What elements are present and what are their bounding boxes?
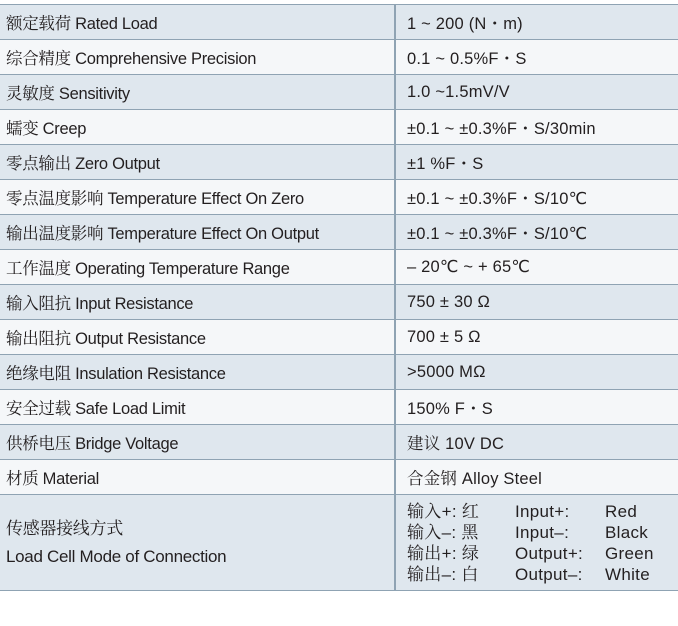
spec-label: 工作温度 Operating Temperature Range: [0, 250, 395, 285]
spec-table: [0, 4, 678, 591]
spec-label: 灵敏度 Sensitivity: [0, 75, 395, 110]
spec-value: 建议 10V DC: [395, 425, 678, 460]
spec-value: 150% F・S: [395, 390, 678, 425]
spec-value: – 20℃ ~ + 65℃: [395, 250, 678, 285]
spec-row-connection: [0, 495, 678, 591]
spec-value: 1 ~ 200 (N・m): [395, 5, 678, 40]
spec-row-material: [0, 460, 678, 495]
spec-row-comprehensive-precision: [0, 40, 678, 75]
spec-value: 700 ± 5 Ω: [395, 320, 678, 355]
connection-label: [0, 495, 395, 591]
connection-label-cn: 传感器接线方式: [6, 518, 123, 538]
spec-value: >5000 MΩ: [395, 355, 678, 390]
wire-en: Input+:: [515, 501, 570, 521]
connection-wiring: [395, 495, 678, 591]
spec-row-temp-effect-zero: [0, 180, 678, 215]
spec-label: 绝缘电阻 Insulation Resistance: [0, 355, 395, 390]
spec-row-input-resistance: [0, 285, 678, 320]
spec-label: 供桥电压 Bridge Voltage: [0, 425, 395, 460]
spec-label: 蠕变 Creep: [0, 110, 395, 145]
spec-label: 零点输出 Zero Output: [0, 145, 395, 180]
spec-row-bridge-voltage: [0, 425, 678, 460]
wire-en: Input–:: [515, 522, 570, 542]
spec-value: ±0.1 ~ ±0.3%F・S/10℃: [395, 215, 678, 250]
wire-cn: 输出–: 白: [407, 564, 479, 584]
spec-row-output-resistance: [0, 320, 678, 355]
spec-value: 1.0 ~1.5mV/V: [395, 75, 678, 110]
wire-cn: 输入+: 红: [407, 501, 480, 521]
wire-cn: 输入–: 黑: [407, 522, 479, 542]
spec-label: 材质 Material: [0, 460, 395, 495]
spec-row-temp-effect-output: [0, 215, 678, 250]
wire-color: Green: [605, 543, 654, 563]
spec-label: 综合精度 Comprehensive Precision: [0, 40, 395, 75]
spec-row-safe-load-limit: [0, 390, 678, 425]
spec-value: ±0.1 ~ ±0.3%F・S/10℃: [395, 180, 678, 215]
spec-label: 额定载荷 Rated Load: [0, 5, 395, 40]
spec-row-creep: [0, 110, 678, 145]
spec-label: 安全过载 Safe Load Limit: [0, 390, 395, 425]
connection-label-en: Load Cell Mode of Connection: [6, 546, 227, 566]
spec-label: 零点温度影响 Temperature Effect On Zero: [0, 180, 395, 215]
wire-en: Output+:: [515, 543, 584, 563]
spec-label: 输出阻抗 Output Resistance: [0, 320, 395, 355]
spec-value: 合金钢 Alloy Steel: [395, 460, 678, 495]
spec-value: ±0.1 ~ ±0.3%F・S/30min: [395, 110, 678, 145]
wire-color: Black: [605, 522, 649, 542]
wire-color: Red: [605, 501, 638, 521]
spec-row-zero-output: [0, 145, 678, 180]
spec-row-operating-temperature: [0, 250, 678, 285]
spec-value: 750 ± 30 Ω: [395, 285, 678, 320]
spec-label: 输入阻抗 Input Resistance: [0, 285, 395, 320]
spec-row-rated-load: [0, 5, 678, 40]
wire-en: Output–:: [515, 564, 583, 584]
wiring-grid: [407, 501, 678, 585]
wire-color: White: [605, 564, 650, 584]
spec-row-insulation-resistance: [0, 355, 678, 390]
spec-value: 0.1 ~ 0.5%F・S: [395, 40, 678, 75]
spec-row-sensitivity: [0, 75, 678, 110]
spec-label: 输出温度影响 Temperature Effect On Output: [0, 215, 395, 250]
wire-cn: 输出+: 绿: [407, 543, 480, 563]
spec-value: ±1 %F・S: [395, 145, 678, 180]
